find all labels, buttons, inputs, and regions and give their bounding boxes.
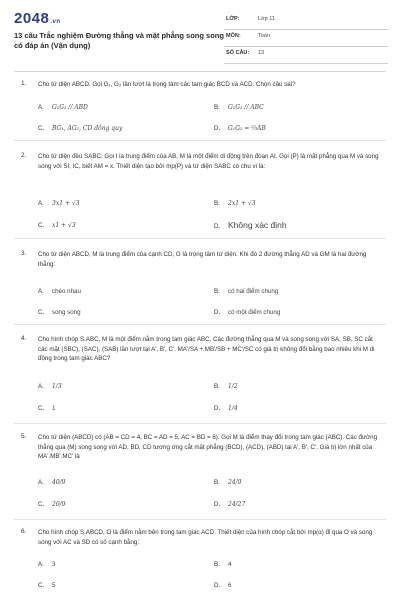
option-d[interactable] — [214, 405, 238, 412]
question-divider — [14, 519, 386, 520]
option-d[interactable] — [214, 501, 245, 508]
option-letter: C. — [38, 125, 45, 132]
option-text: 1 — [52, 405, 56, 412]
option-c[interactable] — [38, 582, 55, 589]
option-d[interactable] — [214, 220, 287, 230]
meta-label: LỚP: — [226, 16, 240, 22]
document-meta — [224, 13, 388, 64]
option-d[interactable] — [214, 582, 231, 589]
option-letter: C. — [38, 405, 45, 412]
option-text: 1/2 — [228, 383, 238, 390]
header-divider — [14, 71, 386, 72]
option-text: 20/9 — [52, 501, 66, 508]
question-text: Cho hình chóp S.ABCD, O là điểm nằm bên trong tam giác ACD. Thiết diện của hình chóp cắt bởi mp(α) đi qua O và song song với AC và SD có số cạnh bằng: — [38, 529, 373, 546]
option-text: 1/3 — [52, 383, 62, 390]
question-3 — [14, 250, 386, 326]
option-letter: A. — [38, 479, 44, 486]
option-letter: A. — [38, 383, 44, 390]
meta-value: 13 — [258, 50, 265, 56]
document-title: 13 câu Trắc nghiệm Đường thẳng và mặt phẳng song song có đáp án (Vận dụng) — [14, 31, 224, 50]
meta-label: MÔN: — [226, 33, 241, 39]
question-text: Cho tứ diện đều SABC. Gọi I là trung điểm của AB, M là một điểm di động trên đoạn AI. Gọi (P) là mặt phẳng qua M và song song với SI, IC, biết AM = x. Thiết diện tạo bởi mp(P) và tứ diện SABC có chu vi là: — [38, 153, 379, 170]
option-letter: B. — [214, 479, 220, 486]
option-letter: C. — [38, 582, 45, 589]
meta-value: Toán — [258, 33, 270, 39]
option-b[interactable] — [214, 200, 256, 207]
option-letter: B. — [214, 104, 220, 111]
meta-row-subject — [224, 30, 388, 47]
option-a[interactable] — [38, 288, 81, 295]
option-text: 40/9 — [52, 479, 66, 486]
option-letter: D. — [214, 405, 221, 412]
question-divider — [14, 423, 386, 424]
option-b[interactable] — [214, 479, 241, 486]
question-divider — [14, 324, 386, 325]
question-divider — [14, 238, 386, 239]
option-letter: A. — [38, 104, 44, 111]
option-letter: C. — [38, 309, 45, 316]
option-text: 24/9 — [228, 479, 242, 486]
option-text: chéo nhau — [52, 288, 81, 295]
option-text: 5 — [52, 582, 56, 589]
meta-label: SỐ CÂU: — [226, 50, 250, 56]
site-logo[interactable] — [14, 10, 61, 27]
logo-suffix: .vn — [50, 19, 61, 25]
question-number: 3. — [21, 250, 27, 257]
option-text: 2x1 + √3 — [228, 200, 256, 207]
option-c[interactable] — [38, 405, 55, 412]
meta-row-class — [224, 13, 388, 30]
option-a[interactable] — [38, 104, 88, 111]
option-letter: D. — [214, 223, 221, 230]
option-b[interactable] — [214, 383, 238, 390]
option-text: 3x1 + √3 — [52, 200, 80, 207]
option-text: 4 — [228, 561, 232, 568]
option-letter: D. — [214, 309, 221, 316]
option-text: G₁G₂ // ABC — [228, 104, 264, 111]
logo-text: 2048 — [14, 10, 50, 27]
option-letter: A. — [38, 200, 44, 207]
option-letter: B. — [214, 561, 220, 568]
question-text: Cho tứ diện (ABCD) có (AB = CD = 4, BC = AD = 5, AC = BD = 6). Gọi M là điểm thay đổi trong tam giác (ABC). Các đường thẳng qua (M) song song với AD, BD, CD tương ứng cắt mặt phẳng (BCD), (ACD), (ABD) tại A', B', C'. Giá trị lớn nhất của MA'.MB'.MC' là — [38, 434, 378, 460]
option-text: G₁G₂ // ABD — [52, 104, 88, 111]
option-a[interactable] — [38, 383, 62, 390]
meta-row-count — [224, 47, 388, 64]
option-d[interactable] — [214, 309, 280, 316]
option-text: Không xác định — [228, 220, 287, 230]
option-text: BG₁, AG₂, CD đồng quy — [52, 125, 123, 132]
question-number: 1. — [21, 80, 27, 87]
option-d[interactable] — [214, 125, 266, 132]
option-c[interactable] — [38, 501, 65, 508]
question-number: 6. — [21, 528, 27, 535]
question-4 — [14, 335, 386, 425]
option-letter: D. — [214, 501, 221, 508]
option-b[interactable] — [214, 104, 264, 111]
option-letter: C. — [38, 501, 45, 508]
question-number: 2. — [21, 152, 27, 159]
question-text: Cho tứ diện ABCD, M là trung điểm của cạnh CD, G là trọng tâm tứ diện. Khi đó 2 đường thẳng AD và GM là hai đường thẳng: — [38, 251, 367, 268]
option-c[interactable] — [38, 125, 122, 132]
option-b[interactable] — [214, 288, 278, 295]
option-b[interactable] — [214, 561, 231, 568]
option-text: song song — [52, 309, 81, 316]
option-c[interactable] — [38, 222, 76, 229]
meta-value: Lớp 11 — [258, 16, 275, 22]
question-number: 5. — [21, 433, 27, 440]
option-text: có hai điểm chung — [228, 288, 279, 295]
document-header — [0, 0, 400, 68]
question-6 — [14, 528, 386, 598]
option-text: G₁G₂ = ⅔AB — [228, 125, 266, 132]
option-letter: B. — [214, 383, 220, 390]
option-text: 1/4 — [228, 405, 238, 412]
option-a[interactable] — [38, 561, 55, 568]
option-letter: D. — [214, 125, 221, 132]
option-letter: D. — [214, 582, 221, 589]
option-a[interactable] — [38, 479, 65, 486]
option-letter: A. — [38, 288, 44, 295]
question-text: Cho hình chóp S.ABC, M là một điểm nằm trong tam giác ABC. Các đường thẳng qua M và song song với SA, SB, SC cắt các mặt (SBC), (SAC), (SAB) lần lượt tại A', B', C'. MA'/SA + MB'/SB + MC'/SC có giá trị không đổi bằng bao nhiêu khi M di động trong tam giác ABC? — [38, 336, 375, 362]
option-letter: C. — [38, 222, 45, 229]
question-divider — [14, 140, 386, 141]
question-2 — [14, 152, 386, 240]
option-text: 3 — [52, 561, 56, 568]
option-text: 6 — [228, 582, 232, 589]
question-text: Cho tứ diện ABCD. Gọi G₁, G₂ lần lượt là trọng tâm các tam giác BCD và ACD. Chọn câu sai? — [38, 81, 296, 88]
option-text: có một điểm chung — [228, 309, 281, 316]
option-letter: B. — [214, 288, 220, 295]
option-text: x1 + √3 — [52, 222, 76, 229]
question-number: 4. — [21, 335, 27, 342]
question-1 — [14, 80, 386, 142]
option-a[interactable] — [38, 200, 80, 207]
option-letter: A. — [38, 561, 44, 568]
question-5 — [14, 433, 386, 521]
option-c[interactable] — [38, 309, 81, 316]
option-text: 24/27 — [228, 501, 246, 508]
option-letter: B. — [214, 200, 220, 207]
